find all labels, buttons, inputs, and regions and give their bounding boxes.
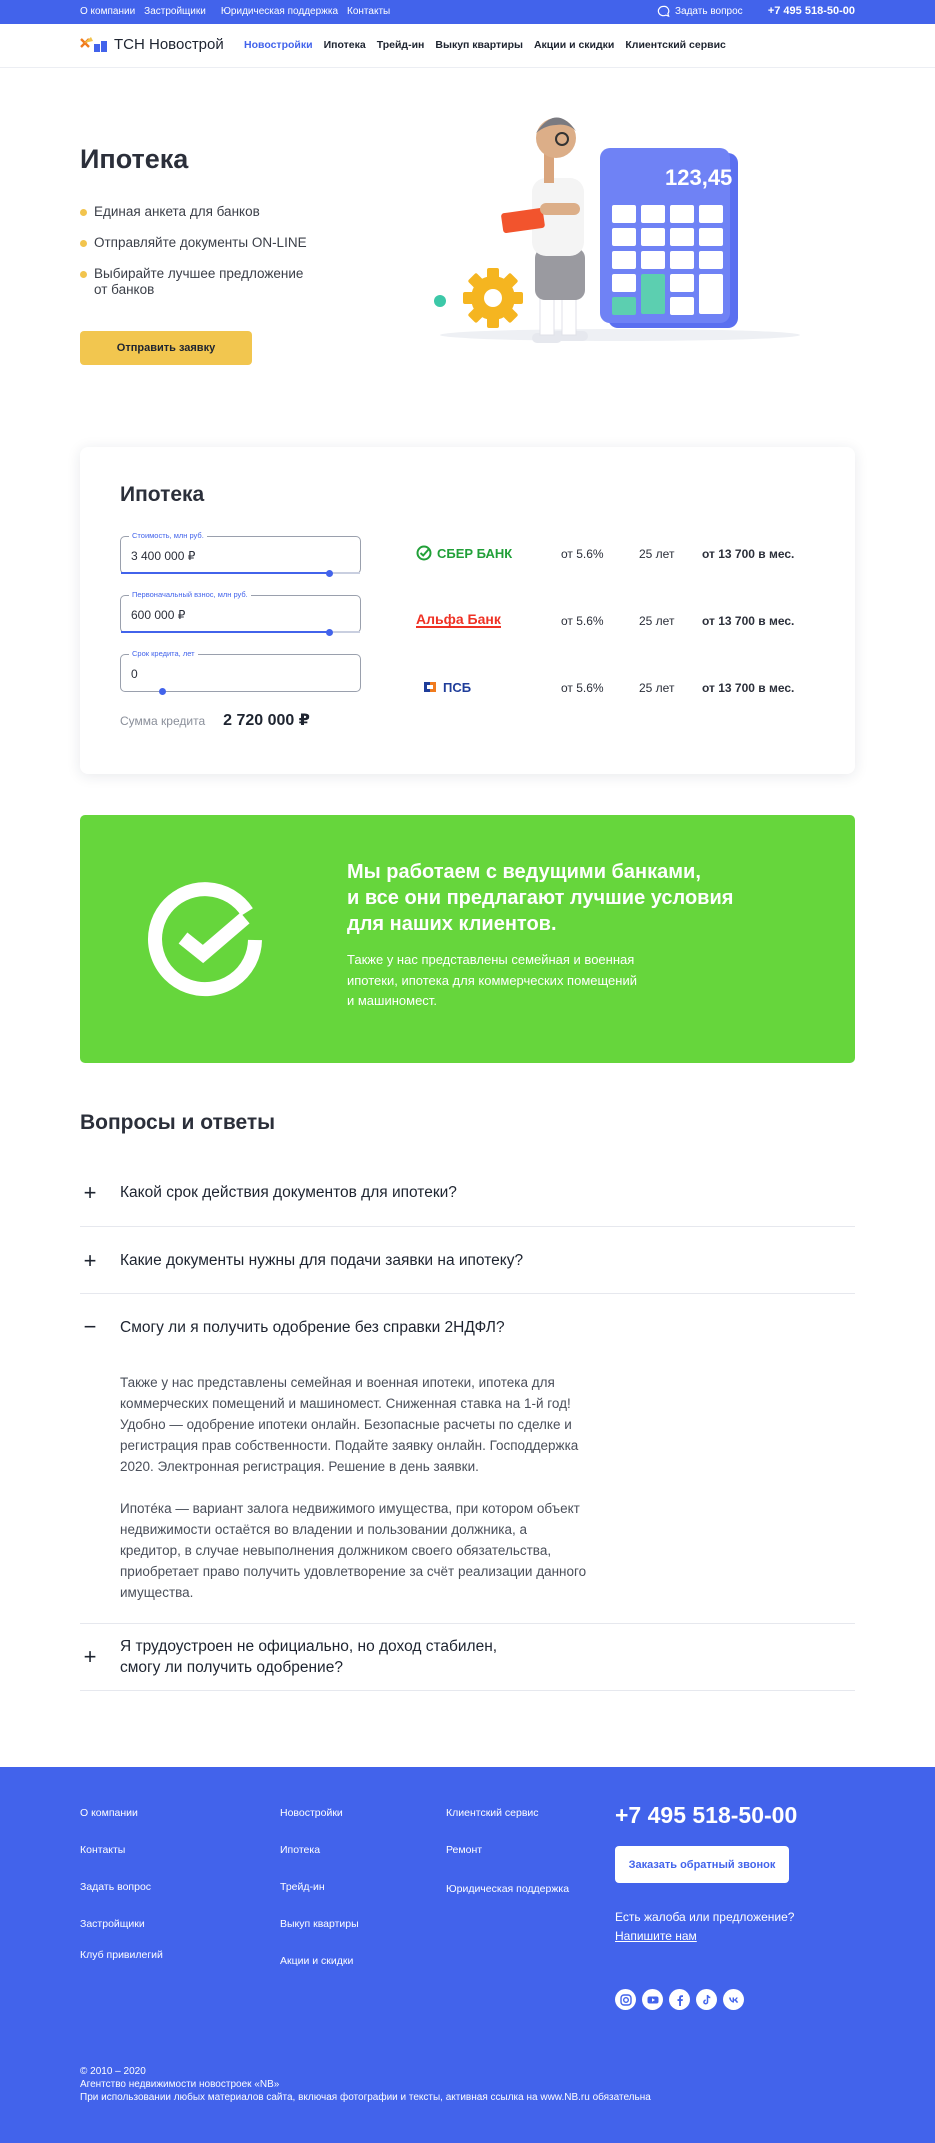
psb-emblem-icon <box>422 679 438 695</box>
loan-term-label: Срок кредита, лет <box>129 649 198 658</box>
loan-term-slider-track[interactable] <box>121 690 360 692</box>
loan-term-slider-handle[interactable] <box>159 688 166 695</box>
logo-text: ТСН Новострой <box>114 36 224 53</box>
bank-rate: от 5.6% <box>561 681 604 695</box>
hero-bullet: Единая анкета для банков <box>80 204 310 220</box>
footer-link[interactable]: Новостройки <box>280 1807 343 1819</box>
alfa-name: Альфа Банк <box>416 611 501 627</box>
write-us-link[interactable]: Напишите нам <box>615 1929 697 1943</box>
nav-item-buyout[interactable]: Выкуп квартиры <box>435 39 523 51</box>
ask-question-label: Задать вопрос <box>675 6 743 17</box>
footer-col-1 <box>80 1807 163 1986</box>
plus-icon[interactable]: + <box>83 1644 97 1669</box>
nav-item-trade-in[interactable]: Трейд-ин <box>376 39 425 51</box>
bank-payment: от 13 700 в мес. <box>702 681 795 695</box>
footer-link[interactable]: Юридическая поддержка <box>446 1883 570 1895</box>
bank-offer-alfa[interactable] <box>416 609 816 633</box>
bank-payment: от 13 700 в мес. <box>702 547 795 561</box>
hero-bullet: Выбирайте лучшее предложение от банков <box>80 266 310 298</box>
copyright-years: © 2010 – 2020 <box>80 2066 146 2077</box>
footer-link[interactable]: Ремонт <box>446 1844 483 1856</box>
footer-link[interactable]: Клуб привилегий <box>80 1949 163 1961</box>
copyright-notice: При использовании любых материалов сайта, включая фотографии и тексты, активная ссылка на www.NB.ru обязательна <box>80 2092 651 2103</box>
mortgage-calculator <box>80 447 855 774</box>
top-link-contacts[interactable]: Контакты <box>347 6 391 17</box>
price-slider-fill <box>121 572 329 574</box>
down-payment-field[interactable] <box>120 590 361 633</box>
social-links <box>615 1989 744 2010</box>
footer <box>0 1767 935 2143</box>
loan-term-field[interactable] <box>120 649 361 692</box>
tiktok-icon[interactable] <box>696 1989 717 2010</box>
sber-check-icon <box>147 882 263 998</box>
vk-icon[interactable] <box>723 1989 744 2010</box>
footer-link[interactable]: Застройщики <box>80 1918 145 1930</box>
nav-item-client-service[interactable]: Клиентский сервис <box>625 39 726 51</box>
plus-icon[interactable]: + <box>83 1180 97 1205</box>
price-value: 3 400 000 ₽ <box>131 549 196 563</box>
logo-icon <box>80 37 108 53</box>
top-links <box>80 6 390 17</box>
top-phone[interactable]: +7 495 518-50-00 <box>767 5 855 17</box>
top-bar <box>0 0 935 24</box>
faq-question[interactable]: Смогу ли я получить одобрение без справки 2НДФЛ? <box>120 1319 505 1336</box>
nav-item-mortgage[interactable]: Ипотека <box>323 39 366 51</box>
hero-title: Ипотека <box>80 144 189 174</box>
copyright-agency: Агентство недвижимости новостроек «NB» <box>80 2079 280 2090</box>
psb-logo <box>422 679 471 695</box>
loan-sum-value: 2 720 000 ₽ <box>223 712 310 729</box>
hero-bullets <box>80 204 310 313</box>
chat-bubble-icon <box>657 5 670 18</box>
gear-icon <box>463 268 523 328</box>
bank-payment: от 13 700 в мес. <box>702 614 795 628</box>
complaint-block <box>615 1908 794 1946</box>
faq-title: Вопросы и ответы <box>80 1111 276 1134</box>
footer-link[interactable]: Контакты <box>80 1844 126 1856</box>
faq-question[interactable]: Какой срок действия документов для ипотеки? <box>120 1184 457 1201</box>
bank-rate: от 5.6% <box>561 614 604 628</box>
youtube-icon[interactable] <box>642 1989 663 2010</box>
plus-icon[interactable]: + <box>83 1248 97 1273</box>
sber-logo <box>416 545 512 561</box>
loan-sum-label: Сумма кредита <box>120 714 206 728</box>
bank-offer-sber[interactable] <box>416 542 816 566</box>
calculator-illustration <box>600 148 738 328</box>
top-link-legal[interactable]: Юридическая поддержка <box>220 6 339 17</box>
footer-link[interactable]: Акции и скидки <box>280 1955 354 1967</box>
callback-button[interactable]: Заказать обратный звонок <box>615 1846 789 1883</box>
instagram-icon[interactable] <box>615 1989 636 2010</box>
minus-icon[interactable]: − <box>83 1314 97 1339</box>
site-logo[interactable] <box>80 36 224 53</box>
hero-section <box>0 68 935 448</box>
down-payment-slider-fill <box>121 631 329 633</box>
bank-rate: от 5.6% <box>561 547 604 561</box>
facebook-icon[interactable] <box>669 1989 690 2010</box>
price-label: Стоимость, млн руб. <box>129 531 207 540</box>
footer-copyright <box>80 2065 651 2104</box>
footer-phone[interactable]: +7 495 518-50-00 <box>615 1802 798 1828</box>
calculator-display: 123,45 <box>665 165 733 190</box>
footer-col-2 <box>280 1807 359 1992</box>
faq-item[interactable] <box>80 1227 855 1294</box>
faq-question[interactable]: Я трудоустроен не официально, но доход стабилен, смогу ли получить одобрение? <box>120 1638 498 1676</box>
complaint-text: Есть жалоба или предложение? <box>615 1910 795 1924</box>
price-field[interactable] <box>120 531 361 574</box>
top-link-developers[interactable]: Застройщики <box>144 6 206 17</box>
nav-links <box>244 39 726 51</box>
ask-question-link[interactable] <box>657 5 743 18</box>
footer-link[interactable]: О компании <box>80 1807 138 1819</box>
nav-item-new-buildings[interactable]: Новостройки <box>244 39 313 51</box>
banner-text: Также у нас представлены семейная и военная ипотеки, ипотека для коммерческих помещений и машиномест. <box>347 952 637 1008</box>
banks-banner <box>80 815 855 1063</box>
person-illustration <box>501 117 588 343</box>
psb-name: ПСБ <box>443 679 472 695</box>
top-link-about[interactable]: О компании <box>80 6 136 17</box>
loan-term-value: 0 <box>131 667 138 681</box>
price-slider-handle[interactable] <box>326 570 333 577</box>
nav-item-promotions[interactable]: Акции и скидки <box>533 39 615 51</box>
bank-term: 25 лет <box>639 547 675 561</box>
down-payment-slider-handle[interactable] <box>326 629 333 636</box>
footer-col-3 <box>446 1807 569 1920</box>
sber-check-icon <box>416 545 432 561</box>
main-nav <box>0 24 935 68</box>
faq-answer-paragraph: Ипотéка — вариант залога недвижимого имущества, при котором объект недвижимости остаётся во владении и пользовании должника, а кредитор, в случае невыполнения должником своего обязательства, приобретает право получить удовлетворение за счёт реализации данного имущества. <box>120 1501 587 1600</box>
faq-answer-paragraph: Также у нас представлены семейная и военная ипотеки, ипотека для коммерческих помещений и машиномест. Сниженная ставка на 1-й год! Удобно — одобрение ипотеки онлайн. Безопасные расчеты по сделке и регистрация прав собственности. Подайте заявку онлайн. Господдержка 2020. Электронная регистрация. Решение в день заявки. <box>120 1375 579 1474</box>
down-payment-value: 600 000 ₽ <box>131 608 186 622</box>
banner-title: Мы работаем с ведущими банками, и все они предлагают лучшие условия для наших клиентов. <box>347 861 734 935</box>
bank-offer-psb[interactable] <box>416 676 816 700</box>
footer-link[interactable]: Задать вопрос <box>80 1881 152 1893</box>
footer-link[interactable]: Трейд-ин <box>280 1881 325 1893</box>
footer-link[interactable]: Выкуп квартиры <box>280 1918 359 1930</box>
hero-bullet: Отправляйте документы ON-LINE <box>80 235 310 251</box>
sber-name: СБЕР БАНК <box>437 545 513 561</box>
faq-question[interactable]: Какие документы нужны для подачи заявки на ипотеку? <box>120 1252 524 1269</box>
alfa-logo <box>416 612 501 628</box>
footer-link[interactable]: Ипотека <box>280 1844 321 1856</box>
faq-answer <box>120 1372 590 1624</box>
submit-application-button[interactable]: Отправить заявку <box>80 331 252 365</box>
loan-sum <box>120 710 310 730</box>
hero-illustration <box>420 93 840 393</box>
faq-item[interactable] <box>80 1159 855 1227</box>
calculator-title: Ипотека <box>120 483 205 506</box>
bank-term: 25 лет <box>639 614 675 628</box>
bank-term: 25 лет <box>639 681 675 695</box>
footer-link[interactable]: Клиентский сервис <box>446 1807 539 1819</box>
down-payment-label: Первоначальный взнос, млн руб. <box>129 590 251 599</box>
faq-item-open[interactable] <box>80 1294 855 1624</box>
faq-item[interactable] <box>80 1624 855 1691</box>
